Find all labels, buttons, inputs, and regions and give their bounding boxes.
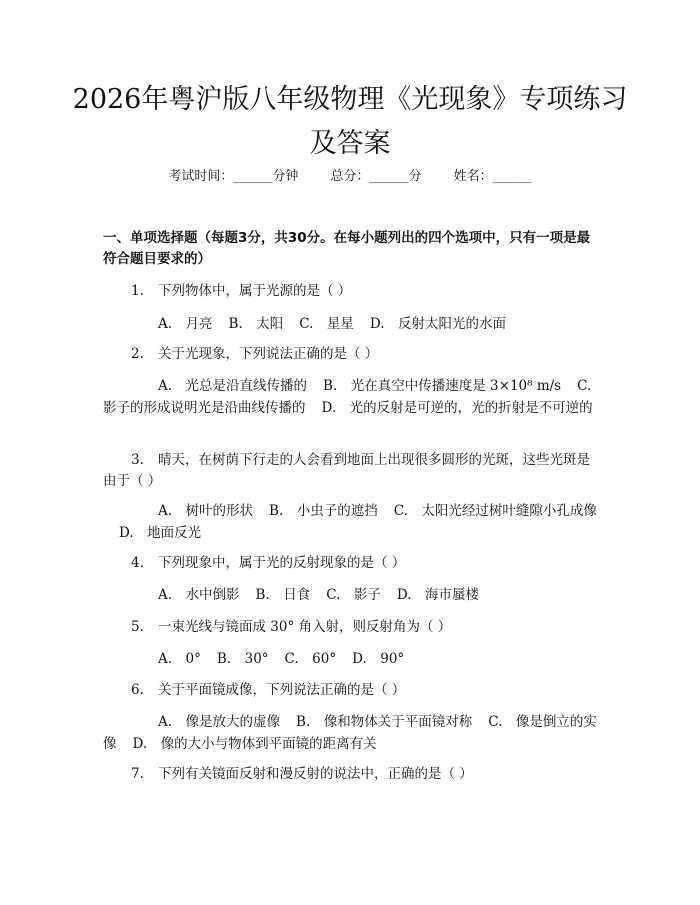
- question-number: 3.: [131, 452, 144, 468]
- option-c: C. 太阳光经过树叶缝隙小孔成像: [393, 503, 597, 519]
- question-3-stem: [103, 450, 603, 492]
- question-text: 晴天，在树荫下行走的人会看到地面上出现很多圆形的光斑，这些光斑是由于（ ）: [103, 452, 590, 489]
- option-c: C. 星星: [299, 316, 354, 332]
- question-number: 2.: [131, 346, 144, 362]
- option-c: C. 60°: [284, 651, 337, 667]
- question-6-stem: [131, 680, 601, 701]
- question-5-stem: [131, 617, 601, 638]
- question-3-options: [103, 500, 603, 544]
- question-text: 关于平面镜成像，下列说法正确的是（ ）: [158, 682, 406, 698]
- option-d: D. 反射太阳光的水面: [369, 316, 507, 332]
- option-c: C. 影子的形成说明光是沿曲线传播的: [103, 378, 605, 416]
- exam-info-line: [0, 167, 700, 187]
- question-number: 7.: [131, 766, 144, 782]
- question-5-options: [103, 648, 603, 670]
- option-b: B. 太阳: [228, 316, 284, 332]
- question-text: 关于光现象，下列说法正确的是（ ）: [158, 346, 379, 362]
- option-d: D. 地面反光: [119, 525, 202, 541]
- question-text: 下列物体中，属于光源的是（ ）: [158, 283, 352, 299]
- option-a: A. 水中倒影: [158, 587, 240, 603]
- question-text: 一束光线与镜面成 30° 角入射，则反射角为（ ）: [158, 619, 452, 635]
- question-4-options: [103, 584, 603, 606]
- option-b: B. 日食: [255, 587, 311, 603]
- option-c: C. 像是倒立的实像: [103, 714, 597, 752]
- student-name-field: 姓名：______: [453, 169, 532, 184]
- section-heading: 一、单项选择题（每题3分，共30分。在每小题列出的四个选项中，只有一项是最符合题目要求的）: [103, 230, 591, 267]
- option-d: D. 像的大小与物体到平面镜的距离有关: [132, 736, 377, 752]
- question-text: 下列有关镜面反射和漫反射的说法中，正确的是（ ）: [158, 766, 473, 782]
- question-7-stem: [131, 764, 601, 785]
- question-number: 5.: [131, 619, 144, 635]
- option-d: D. 海市蜃楼: [396, 587, 480, 603]
- question-number: 1.: [131, 283, 144, 299]
- option-a: A. 0°: [158, 651, 201, 667]
- option-a: A. 月亮: [158, 316, 213, 332]
- option-a: A. 光总是沿直线传播的: [158, 378, 308, 394]
- option-b: B. 光在真空中传播速度是 3×10⁸ m/s: [323, 378, 562, 394]
- question-number: 4.: [131, 555, 144, 571]
- option-b: B. 小虫子的遮挡: [269, 503, 378, 519]
- question-2-options: [103, 375, 603, 419]
- question-number: 6.: [131, 682, 144, 698]
- option-d: D. 光的反射是可逆的，光的折射是不可逆的: [321, 400, 593, 416]
- option-a: A. 树叶的形状: [158, 503, 254, 519]
- exam-time-field: 考试时间：______分钟: [168, 169, 299, 184]
- document-title: 2026年粤沪版八年级物理《光现象》专项练习及答案: [72, 84, 628, 159]
- option-a: A. 像是放大的虚像: [158, 714, 281, 730]
- question-6-options: [103, 711, 603, 755]
- option-c: C. 影子: [326, 587, 381, 603]
- total-score-field: 总分：______分: [330, 169, 422, 184]
- question-text: 下列现象中，属于光的反射现象的是（ ）: [158, 555, 406, 571]
- option-d: D. 90°: [352, 651, 405, 667]
- question-2-stem: [131, 344, 601, 365]
- question-1-stem: [131, 281, 601, 302]
- question-1-options: [103, 313, 603, 335]
- option-b: B. 像和物体关于平面镜对称: [296, 714, 473, 730]
- question-4-stem: [131, 553, 601, 574]
- option-b: B. 30°: [216, 651, 269, 667]
